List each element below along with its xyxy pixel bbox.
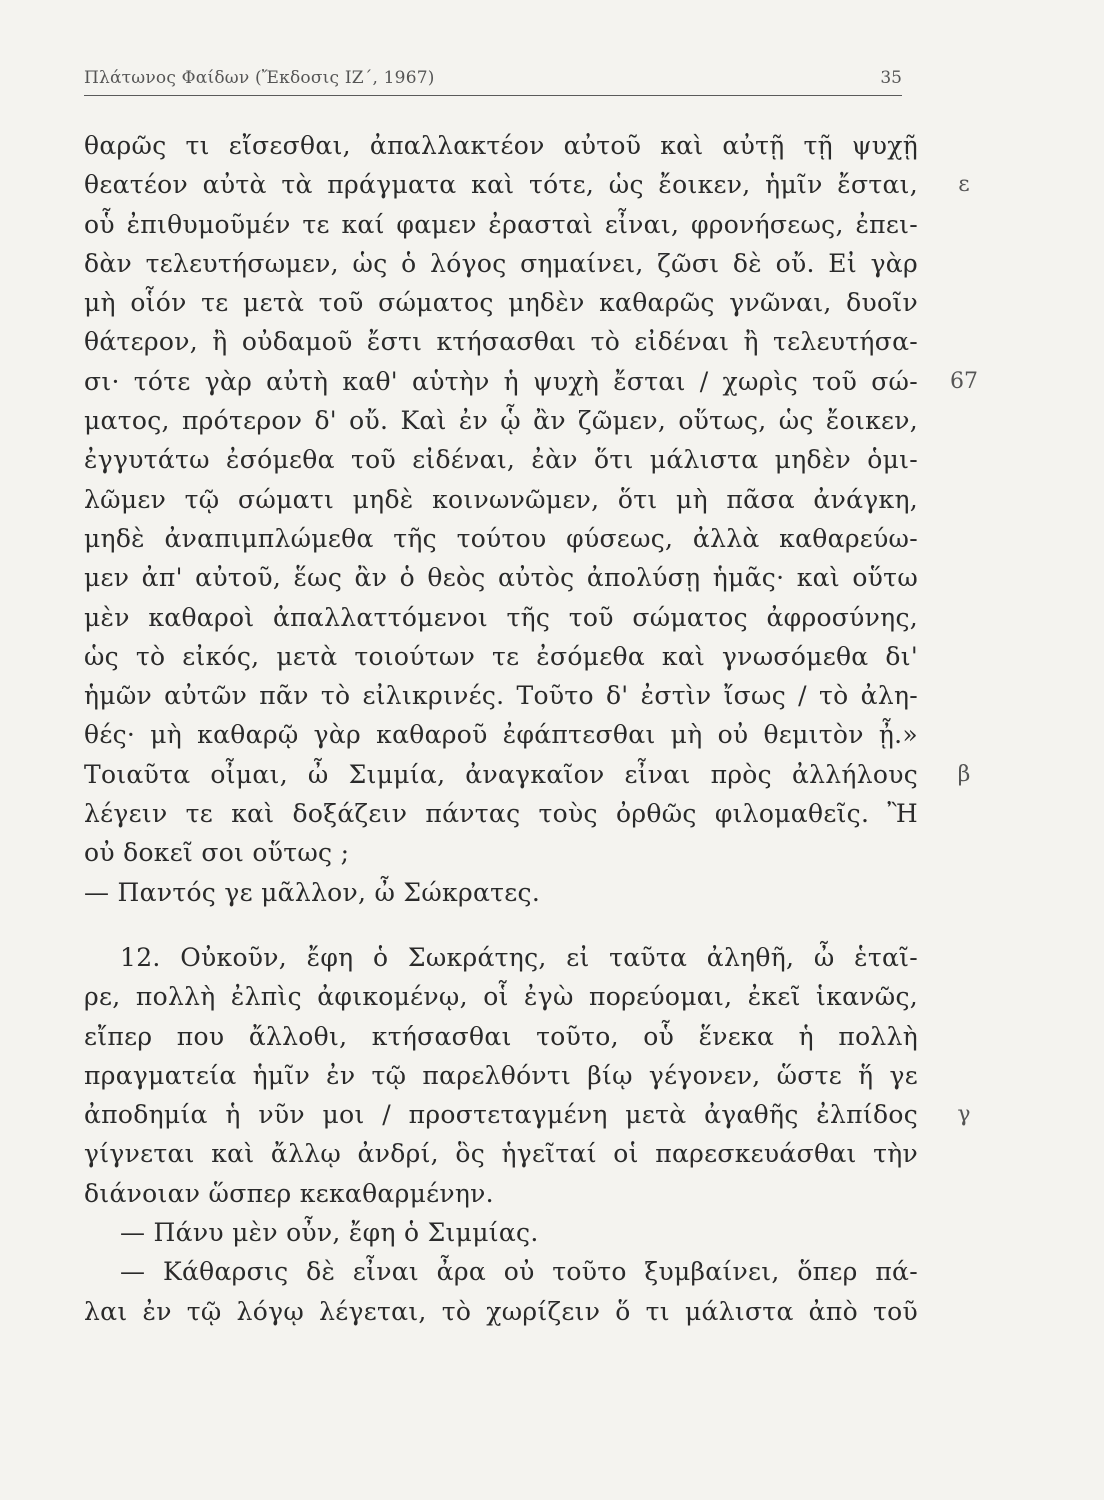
text-line: ἀποδημία ἡ νῦν μοι / προστεταγμένη μετὰ ἀγαθῆς ἐλπίδος [84, 1100, 918, 1130]
text-line: 12. Οὐκοῦν, ἔφη ὁ Σωκράτης, εἰ ταῦτα ἀληθῆ, ὦ ἑταῖ- [120, 942, 918, 972]
text-line: μὲν καθαροὶ ἀπαλλαττόμενοι τῆς τοῦ σώματος ἀφροσύνης, [84, 602, 918, 632]
text-line: — Παντός γε μᾶλλον, ὦ Σώκρατες. [84, 877, 541, 907]
text-line: εἴπερ που ἄλλοθι, κτήσασθαι τοῦτο, οὗ ἕνεκα ἡ πολλὴ [84, 1021, 918, 1051]
text-line: δὰν τελευτήσωμεν, ὡς ὁ λόγος σημαίνει, ζῶσι δὲ οὔ. Εἰ γὰρ [84, 248, 918, 278]
text-line: Τοιαῦτα οἶμαι, ὦ Σιμμία, ἀναγκαῖον εἶναι πρὸς ἀλλήλους [84, 759, 918, 789]
text-line: διάνοιαν ὥσπερ κεκαθαρμένην. [84, 1178, 494, 1208]
text-line: οὗ ἐπιθυμοῦμέν τε καί φαμεν ἐρασταὶ εἶναι, φρονήσεως, ἐπει- [84, 209, 918, 239]
header-title: Πλάτωνος Φαίδων (Ἔκδοσις ΙΖ΄, 1967) [84, 68, 435, 88]
text-line: σι· τότε γὰρ αὐτὴ καθ' αὑτὴν ἡ ψυχὴ ἔσται / χωρὶς τοῦ σώ- [84, 366, 918, 396]
text-line: ἡμῶν αὐτῶν πᾶν τὸ εἰλικρινές. Τοῦτο δ' ἐστὶν ἴσως / τὸ ἀλη- [84, 681, 918, 711]
text-line: — Πάνυ μὲν οὖν, ἔφη ὁ Σιμμίας. [120, 1218, 539, 1248]
margin-reference: ε [958, 172, 970, 197]
text-line: μεν ἀπ' αὐτοῦ, ἕως ἂν ὁ θεὸς αὐτὸς ἀπολύσῃ ἡμᾶς· καὶ οὕτω [84, 563, 918, 593]
text-line: θές· μὴ καθαρῷ γὰρ καθαροῦ ἐφάπτεσθαι μὴ οὐ θεμιτὸν ᾖ.» [84, 720, 918, 750]
text-line: οὐ δοκεῖ σοι οὕτως ; [84, 838, 350, 868]
text-line: ὡς τὸ εἰκός, μετὰ τοιούτων τε ἐσόμεθα καὶ γνωσόμεθα δι' [84, 641, 918, 671]
text-line: θεατέον αὐτὰ τὰ πράγματα καὶ τότε, ὡς ἔοικεν, ἡμῖν ἔσται, [84, 170, 918, 200]
text-line: ματος, πρότερον δ' οὔ. Καὶ ἐν ᾧ ἂν ζῶμεν, οὕτως, ὡς ἔοικεν, [84, 406, 918, 436]
margin-reference: β [957, 762, 971, 787]
running-header [84, 60, 902, 96]
text-line: θαρῶς τι εἴσεσθαι, ἀπαλλακτέον αὐτοῦ καὶ αὐτῇ τῇ ψυχῇ [84, 131, 918, 160]
text-line: — Κάθαρσις δὲ εἶναι ἆρα οὐ τοῦτο ξυμβαίνει, ὅπερ πά- [120, 1257, 918, 1287]
text-line: πραγματεία ἡμῖν ἐν τῷ παρελθόντι βίῳ γέγονεν, ὥστε ἥ γε [84, 1060, 918, 1090]
text-line: μὴ οἷόν τε μετὰ τοῦ σώματος μηδὲν καθαρῶς γνῶναι, δυοῖν [84, 288, 918, 318]
margin-reference: γ [957, 1102, 971, 1127]
text-line: μηδὲ ἀναπιμπλώμεθα τῆς τούτου φύσεως, ἀλλὰ καθαρεύω- [84, 523, 918, 553]
text-line: θάτερον, ἢ οὐδαμοῦ ἔστι κτήσασθαι τὸ εἰδέναι ἢ τελευτήσα- [84, 327, 918, 357]
text-line: γίγνεται καὶ ἄλλῳ ἀνδρί, ὃς ἡγεῖταί οἱ παρεσκευάσθαι τὴν [84, 1139, 918, 1169]
text-line: λέγειν τε καὶ δοξάζειν πάντας τοὺς ὀρθῶς φιλομαθεῖς. Ἢ [84, 799, 918, 829]
text-line: λαι ἐν τῷ λόγῳ λέγεται, τὸ χωρίζειν ὅ τι μάλιστα ἀπὸ τοῦ [84, 1296, 918, 1326]
page-number: 35 [880, 68, 902, 88]
text-line: ρε, πολλὴ ἐλπὶς ἀφικομένῳ, οἷ ἐγὼ πορεύομαι, ἐκεῖ ἱκανῶς, [84, 982, 918, 1012]
text-line: ἐγγυτάτω ἐσόμεθα τοῦ εἰδέναι, ἐὰν ὅτι μάλιστα μηδὲν ὁμι- [84, 445, 918, 475]
body-text [84, 126, 918, 1331]
margin-reference: 67 [950, 369, 978, 394]
text-line: λῶμεν τῷ σώματι μηδὲ κοινωνῶμεν, ὅτι μὴ πᾶσα ἀνάγκη, [84, 484, 918, 514]
